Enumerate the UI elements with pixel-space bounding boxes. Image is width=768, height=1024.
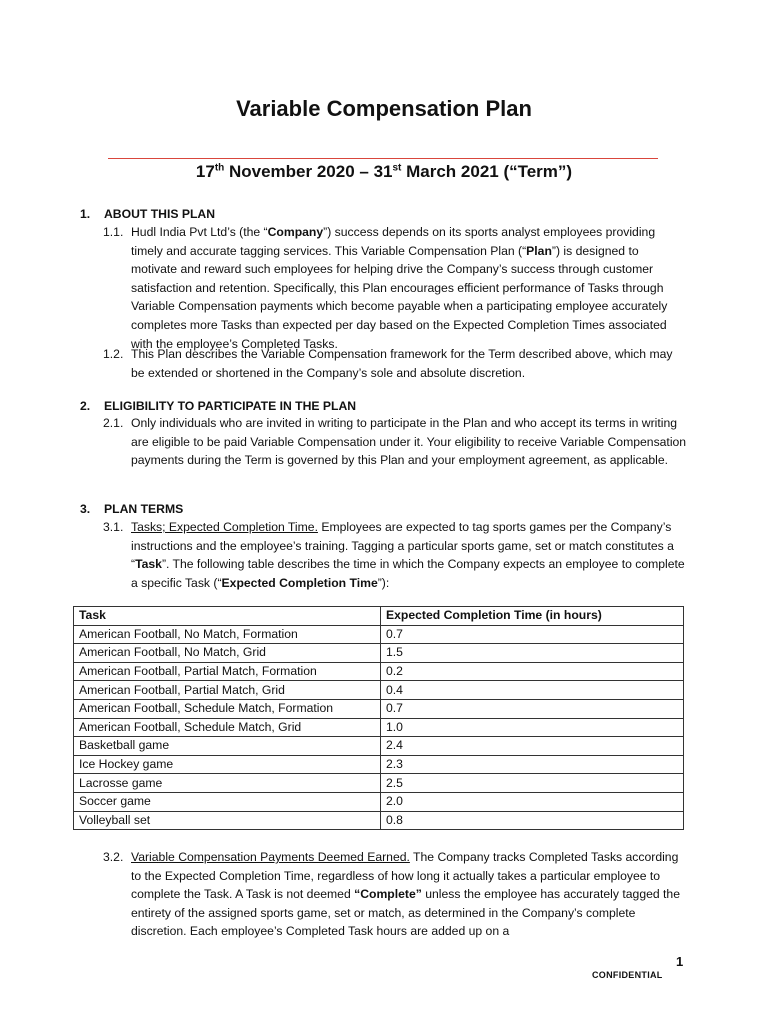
table-row xyxy=(74,755,684,774)
clause-caption: Tasks; Expected Completion Time. xyxy=(131,520,318,534)
task-cell: American Football, Schedule Match, Formation xyxy=(74,699,381,718)
section-number: 2. xyxy=(80,399,91,413)
title-divider xyxy=(108,158,658,159)
hours-cell: 2.5 xyxy=(381,774,684,793)
section-number: 1. xyxy=(80,207,91,221)
hours-cell: 0.8 xyxy=(381,811,684,830)
hours-cell: 0.2 xyxy=(381,662,684,681)
task-cell: Soccer game xyxy=(74,792,381,811)
clause-3-2 xyxy=(103,848,688,941)
section-heading-1 xyxy=(80,205,215,224)
page-number: 1 xyxy=(676,954,684,969)
task-cell: American Football, Schedule Match, Grid xyxy=(74,718,381,737)
clause-text-part: ”. The following table describes the time in which the Company expects an employee to complete a specific Task (“ xyxy=(131,557,685,590)
hours-cell: 1.5 xyxy=(381,644,684,663)
clause-number: 3.2. xyxy=(103,850,124,864)
term-end-suffix: st xyxy=(392,162,402,174)
defined-term: Plan xyxy=(526,243,552,258)
section-title: ELIGIBILITY TO PARTICIPATE IN THE PLAN xyxy=(104,399,357,413)
section-heading-2 xyxy=(80,397,356,416)
defined-term: Company xyxy=(267,225,324,239)
clause-text-part: ”) success depends on its sports analyst employees providing timely and accurate tagging services. This Variable Compensation Plan (“ xyxy=(131,225,656,258)
task-cell: American Football, Partial Match, Formation xyxy=(74,662,381,681)
clause-caption: Variable Compensation Payments Deemed Earned. xyxy=(131,850,410,864)
defined-term: “Complete” xyxy=(354,887,422,902)
clause-text: Only individuals who are invited in writing to participate in the Plan and who accept its terms in writing are eligible to be paid Variable Compensation under it. Your eligibility to receive Variable Compensation payments during the Term is governed by this Plan and your employment agreement, as applicable. xyxy=(131,416,687,468)
task-cell: American Football, No Match, Grid xyxy=(74,644,381,663)
clause-number: 1.1. xyxy=(103,225,124,239)
confidential-label: CONFIDENTIAL xyxy=(592,970,663,980)
clause-text xyxy=(131,223,688,353)
task-cell: American Football, No Match, Formation xyxy=(74,625,381,644)
clause-text-part: Employees are expected to tag sports games per the Company’s instructions and the employee’s training. Tagging a particular sports game, set or match constitutes a “ xyxy=(131,520,674,572)
hours-cell: 0.7 xyxy=(381,699,684,718)
table-row xyxy=(74,681,684,700)
clause-3-1 xyxy=(103,518,688,592)
clause-number: 3.1. xyxy=(103,520,124,534)
section-heading-3 xyxy=(80,500,183,519)
table-row xyxy=(74,774,684,793)
clause-2-1 xyxy=(103,414,688,470)
clause-number: 1.2. xyxy=(103,347,124,361)
clause-number: 2.1. xyxy=(103,416,124,430)
clause-text-part: unless the employee has accurately tagged the entirety of the assigned sports game, set or match, as determined in the Company’s complete discretion. Each employee’s Completed Task hours are added up on a xyxy=(131,887,680,939)
table-row xyxy=(74,625,684,644)
table-header-row xyxy=(74,607,684,626)
hours-cell: 1.0 xyxy=(381,718,684,737)
column-header-task: Task xyxy=(74,607,381,626)
clause-text xyxy=(131,518,688,592)
column-header-expected-time: Expected Completion Time (in hours) xyxy=(381,607,684,626)
clause-1-2 xyxy=(103,345,688,382)
table-row xyxy=(74,662,684,681)
clause-text-part: The Company tracks Completed Tasks according to the Expected Completion Time, regardless of how long it actually takes a particular employee to complete the Task. A Task is not deemed xyxy=(131,850,679,902)
clause-1-1 xyxy=(103,223,688,353)
page-title: Variable Compensation Plan xyxy=(236,96,532,121)
term-start-rest: November 2020 – 31 xyxy=(224,162,393,181)
task-cell: Ice Hockey game xyxy=(74,755,381,774)
table-row xyxy=(74,718,684,737)
defined-term: Task xyxy=(135,557,162,572)
table-row xyxy=(74,811,684,830)
table-row xyxy=(74,644,684,663)
hours-cell: 0.4 xyxy=(381,681,684,700)
section-title: PLAN TERMS xyxy=(104,502,184,516)
section-number: 3. xyxy=(80,502,91,516)
task-cell: Lacrosse game xyxy=(74,774,381,793)
hours-cell: 2.3 xyxy=(381,755,684,774)
term-subtitle xyxy=(0,162,768,182)
hours-cell: 2.4 xyxy=(381,737,684,756)
defined-term: Expected Completion Time xyxy=(221,575,378,590)
task-cell: Basketball game xyxy=(74,737,381,756)
clause-text: This Plan describes the Variable Compensation framework for the Term described above, which may be extended or shortened in the Company’s sole and absolute discretion. xyxy=(131,347,673,380)
clause-text-part: ”): xyxy=(377,575,390,590)
table-row xyxy=(74,699,684,718)
clause-text-part: ”) is designed to motivate and reward such employees for helping drive the Company’s success through customer satisfaction and retention. Specifically, this Plan encourages efficient performance of Tasks through Variable Compensation payments which become payable when a participating employee accurately completes more Tasks than expected per day based on the Expected Completion Times associated with the employee’s Completed Tasks. xyxy=(131,243,668,351)
term-end-rest: March 2021 (“Term”) xyxy=(401,162,573,181)
hours-cell: 0.7 xyxy=(381,625,684,644)
task-cell: Volleyball set xyxy=(74,811,381,830)
term-start-day: 17 xyxy=(195,162,215,181)
clause-text xyxy=(131,848,688,941)
section-title: ABOUT THIS PLAN xyxy=(104,207,216,221)
term-start-suffix: th xyxy=(214,162,225,174)
task-cell: American Football, Partial Match, Grid xyxy=(74,681,381,700)
table-row xyxy=(74,792,684,811)
hours-cell: 2.0 xyxy=(381,792,684,811)
expected-completion-table xyxy=(73,606,684,830)
table-row xyxy=(74,737,684,756)
clause-text-part: Hudl India Pvt Ltd’s (the “ xyxy=(131,225,268,239)
